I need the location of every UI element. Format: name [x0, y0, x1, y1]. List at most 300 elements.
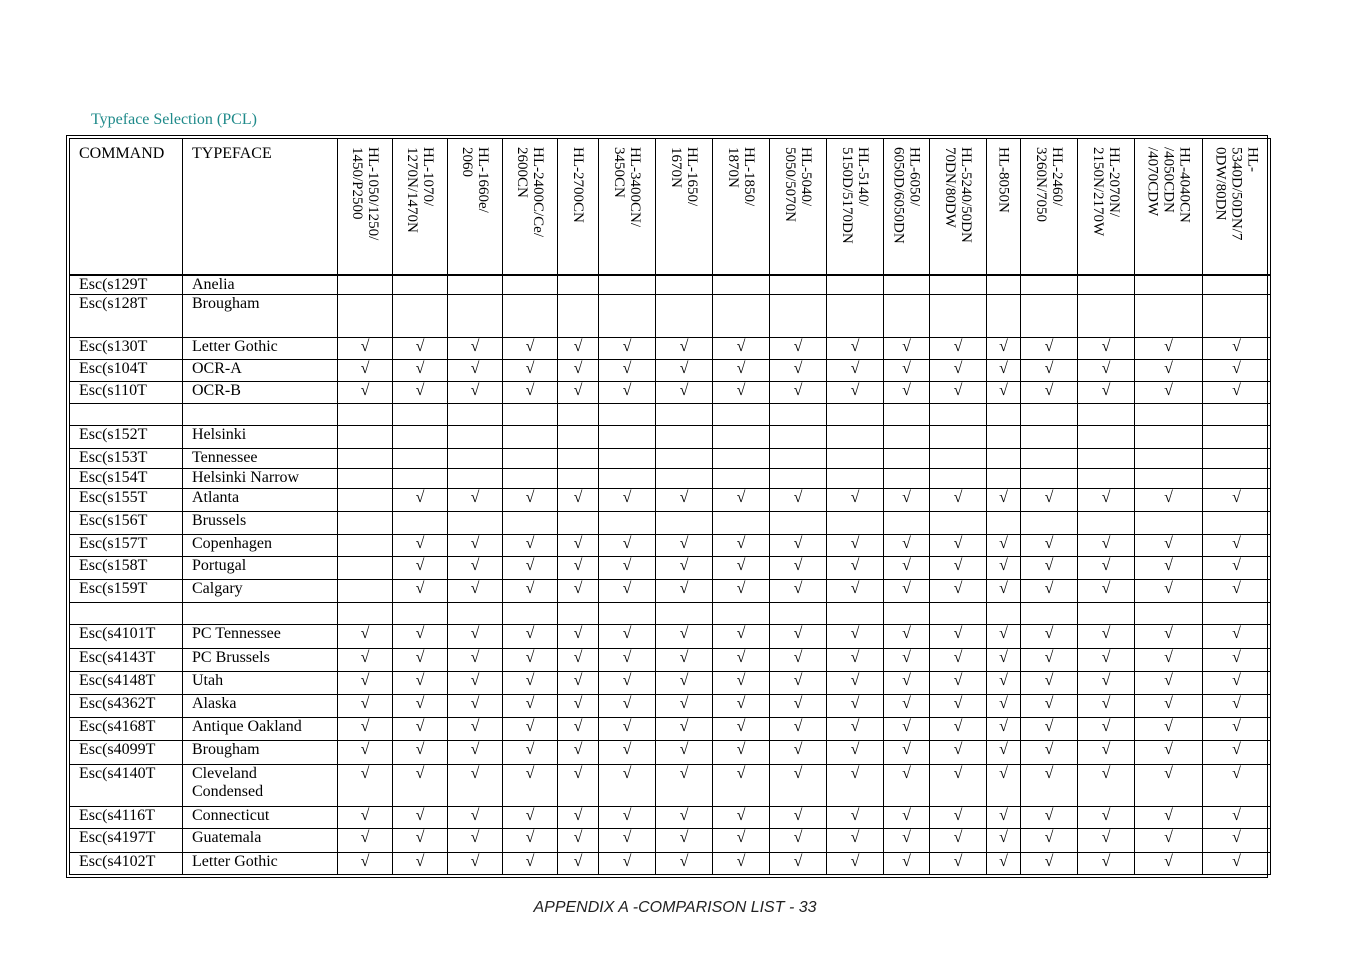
support-cell [656, 404, 713, 426]
support-cell [338, 764, 393, 806]
support-cell [770, 829, 827, 852]
support-cell [1078, 603, 1135, 625]
support-cell [393, 275, 448, 295]
check-mark: √ [360, 337, 370, 355]
support-cell [713, 489, 770, 512]
check-mark: √ [679, 579, 689, 597]
support-cell [656, 603, 713, 625]
support-cell [599, 718, 656, 741]
support-cell [827, 671, 884, 694]
check-mark: √ [525, 382, 535, 400]
support-cell [713, 534, 770, 556]
support-cell [338, 337, 393, 359]
support-cell [503, 295, 558, 337]
support-cell [503, 829, 558, 852]
table-row [70, 741, 1271, 764]
support-cell [503, 359, 558, 381]
support-cell [558, 382, 599, 404]
support-cell [987, 829, 1021, 852]
check-mark: √ [622, 718, 632, 736]
check-mark: √ [999, 337, 1008, 355]
table-row [70, 625, 1271, 648]
support-cell [930, 556, 987, 579]
check-mark: √ [902, 489, 911, 507]
typeface-cell: Letter Gothic [183, 852, 338, 874]
header-model [558, 139, 599, 275]
support-cell [448, 718, 503, 741]
command-cell: Esc(s157T [70, 534, 183, 556]
support-cell [1021, 275, 1078, 295]
support-cell [599, 489, 656, 512]
command-cell [70, 603, 183, 625]
support-cell [393, 741, 448, 764]
support-cell [930, 426, 987, 448]
header-model [656, 139, 713, 275]
support-cell [1078, 448, 1135, 468]
check-mark: √ [999, 807, 1008, 825]
support-cell [656, 448, 713, 468]
support-cell [987, 534, 1021, 556]
check-mark: √ [1232, 807, 1241, 825]
check-mark: √ [902, 382, 911, 400]
check-mark: √ [1101, 764, 1111, 782]
support-cell [930, 807, 987, 829]
check-mark: √ [679, 829, 689, 847]
support-cell [770, 579, 827, 602]
support-cell [930, 295, 987, 337]
support-cell [1021, 295, 1078, 337]
support-cell [656, 534, 713, 556]
table-row [70, 448, 1271, 468]
support-cell [503, 852, 558, 874]
support-cell [393, 603, 448, 625]
check-mark: √ [736, 579, 746, 597]
check-mark: √ [679, 337, 689, 355]
support-cell [827, 718, 884, 741]
support-cell [558, 556, 599, 579]
check-mark: √ [415, 718, 425, 736]
support-cell [503, 426, 558, 448]
check-mark: √ [525, 671, 535, 689]
check-mark: √ [470, 718, 480, 736]
typeface-cell: PC Tennessee [183, 625, 338, 648]
support-cell [884, 603, 930, 625]
support-cell [448, 337, 503, 359]
support-cell [987, 556, 1021, 579]
support-cell [930, 648, 987, 671]
support-cell [770, 448, 827, 468]
support-cell [713, 579, 770, 602]
check-mark: √ [415, 382, 425, 400]
check-mark: √ [953, 382, 963, 400]
support-cell [393, 718, 448, 741]
check-mark: √ [1101, 852, 1111, 870]
check-mark: √ [525, 852, 535, 870]
check-mark: √ [679, 852, 689, 870]
command-cell [70, 404, 183, 426]
check-mark: √ [573, 337, 583, 355]
support-cell [770, 426, 827, 448]
command-cell: Esc(s4102T [70, 852, 183, 874]
support-cell [1078, 579, 1135, 602]
check-mark: √ [736, 807, 746, 825]
support-cell [987, 807, 1021, 829]
check-mark: √ [736, 852, 746, 870]
table-body [70, 275, 1271, 875]
support-cell [558, 852, 599, 874]
support-cell [827, 468, 884, 488]
check-mark: √ [1232, 741, 1241, 759]
check-mark: √ [360, 648, 370, 666]
header-model-label: HL-5240/50DN 70DN/80DW [942, 147, 974, 243]
support-cell [599, 807, 656, 829]
support-cell [884, 382, 930, 404]
support-cell [448, 426, 503, 448]
check-mark: √ [793, 671, 803, 689]
check-mark: √ [1164, 695, 1173, 713]
check-mark: √ [793, 625, 803, 643]
support-cell [1135, 625, 1203, 648]
table-row [70, 337, 1271, 359]
header-model-label: HL-1660e/ 2060 [459, 147, 491, 213]
check-mark: √ [902, 718, 911, 736]
support-cell [558, 807, 599, 829]
check-mark: √ [1044, 489, 1054, 507]
support-cell [338, 556, 393, 579]
support-cell [713, 852, 770, 874]
check-mark: √ [1101, 556, 1111, 574]
support-cell [448, 489, 503, 512]
support-cell [827, 512, 884, 534]
support-cell [827, 448, 884, 468]
check-mark: √ [902, 648, 911, 666]
support-cell [1203, 468, 1271, 488]
support-cell [1203, 579, 1271, 602]
header-model-label: HL- 5340D/50DN/7 0DW/80DN [1212, 147, 1261, 241]
support-cell [884, 807, 930, 829]
table-row [70, 359, 1271, 381]
table-row [70, 534, 1271, 556]
support-cell [713, 404, 770, 426]
support-cell [393, 489, 448, 512]
header-model-label: HL-1650/ 1670N [668, 147, 700, 207]
support-cell [558, 426, 599, 448]
header-model [1078, 139, 1135, 275]
check-mark: √ [1044, 359, 1054, 377]
support-cell [1135, 448, 1203, 468]
support-cell [1203, 448, 1271, 468]
check-mark: √ [1164, 579, 1173, 597]
check-mark: √ [999, 625, 1008, 643]
support-cell [1021, 603, 1078, 625]
header-model-label: HL-1050/1250/ 1450/P2500 [349, 147, 381, 241]
support-cell [1078, 337, 1135, 359]
check-mark: √ [622, 359, 632, 377]
support-cell [713, 625, 770, 648]
support-cell [338, 695, 393, 718]
check-mark: √ [850, 359, 860, 377]
check-mark: √ [679, 718, 689, 736]
check-mark: √ [736, 382, 746, 400]
check-mark: √ [850, 671, 860, 689]
support-cell [827, 603, 884, 625]
command-cell: Esc(s4140T [70, 764, 183, 806]
check-mark: √ [793, 489, 803, 507]
check-mark: √ [850, 695, 860, 713]
header-model [884, 139, 930, 275]
support-cell [338, 512, 393, 534]
check-mark: √ [622, 764, 632, 782]
check-mark: √ [850, 648, 860, 666]
support-cell [448, 382, 503, 404]
support-cell [393, 807, 448, 829]
check-mark: √ [1232, 648, 1241, 666]
check-mark: √ [573, 489, 583, 507]
support-cell [338, 648, 393, 671]
check-mark: √ [999, 718, 1008, 736]
support-cell [448, 404, 503, 426]
support-cell [884, 556, 930, 579]
support-cell [987, 512, 1021, 534]
check-mark: √ [1164, 534, 1173, 552]
support-cell [393, 852, 448, 874]
support-cell [930, 337, 987, 359]
check-mark: √ [573, 579, 583, 597]
check-mark: √ [999, 829, 1008, 847]
check-mark: √ [573, 648, 583, 666]
header-model-label: HL-8050N [995, 147, 1012, 213]
check-mark: √ [622, 648, 632, 666]
support-cell [713, 275, 770, 295]
check-mark: √ [736, 741, 746, 759]
check-mark: √ [1232, 359, 1241, 377]
support-cell [827, 337, 884, 359]
check-mark: √ [622, 337, 632, 355]
support-cell [448, 852, 503, 874]
support-cell [884, 426, 930, 448]
support-cell [1078, 468, 1135, 488]
support-cell [338, 275, 393, 295]
support-cell [1135, 382, 1203, 404]
check-mark: √ [1232, 625, 1241, 643]
support-cell [599, 382, 656, 404]
check-mark: √ [793, 852, 803, 870]
support-cell [656, 489, 713, 512]
support-cell [338, 426, 393, 448]
support-cell [987, 489, 1021, 512]
support-cell [930, 625, 987, 648]
support-cell [884, 337, 930, 359]
support-cell [1203, 404, 1271, 426]
check-mark: √ [1232, 534, 1241, 552]
support-cell [599, 764, 656, 806]
support-cell [827, 382, 884, 404]
support-cell [338, 489, 393, 512]
check-mark: √ [999, 382, 1008, 400]
check-mark: √ [793, 337, 803, 355]
check-mark: √ [902, 359, 911, 377]
check-mark: √ [679, 764, 689, 782]
support-cell [558, 648, 599, 671]
check-mark: √ [525, 579, 535, 597]
check-mark: √ [573, 556, 583, 574]
support-cell [448, 534, 503, 556]
support-cell [393, 579, 448, 602]
check-mark: √ [999, 695, 1008, 713]
support-cell [1203, 764, 1271, 806]
check-mark: √ [793, 741, 803, 759]
header-model-label: HL-2460/ 3260N/7050 [1033, 147, 1065, 222]
support-cell [987, 295, 1021, 337]
check-mark: √ [736, 337, 746, 355]
support-cell [1078, 382, 1135, 404]
check-mark: √ [1101, 489, 1111, 507]
typeface-cell: Brougham [183, 741, 338, 764]
support-cell [1078, 671, 1135, 694]
support-cell [884, 275, 930, 295]
check-mark: √ [622, 625, 632, 643]
support-cell [338, 807, 393, 829]
support-cell [713, 829, 770, 852]
support-cell [930, 671, 987, 694]
support-cell [987, 625, 1021, 648]
support-cell [656, 337, 713, 359]
check-mark: √ [850, 556, 860, 574]
check-mark: √ [793, 829, 803, 847]
check-mark: √ [415, 534, 425, 552]
support-cell [1021, 534, 1078, 556]
support-cell [884, 852, 930, 874]
table-row [70, 807, 1271, 829]
support-cell [884, 671, 930, 694]
check-mark: √ [1232, 337, 1241, 355]
check-mark: √ [953, 741, 963, 759]
support-cell [1078, 648, 1135, 671]
support-cell [599, 468, 656, 488]
check-mark: √ [1101, 829, 1111, 847]
header-command: COMMAND [70, 139, 183, 275]
support-cell [770, 295, 827, 337]
support-cell [1078, 426, 1135, 448]
support-cell [656, 426, 713, 448]
support-cell [827, 534, 884, 556]
support-cell [558, 718, 599, 741]
support-cell [987, 404, 1021, 426]
check-mark: √ [415, 579, 425, 597]
check-mark: √ [1232, 489, 1241, 507]
header-model [1021, 139, 1078, 275]
support-cell [558, 625, 599, 648]
check-mark: √ [793, 534, 803, 552]
support-cell [558, 337, 599, 359]
support-cell [1135, 468, 1203, 488]
support-cell [338, 579, 393, 602]
support-cell [448, 764, 503, 806]
command-cell: Esc(s4148T [70, 671, 183, 694]
table-row [70, 426, 1271, 448]
support-cell [884, 741, 930, 764]
check-mark: √ [1164, 648, 1173, 666]
support-cell [987, 359, 1021, 381]
support-cell [1203, 807, 1271, 829]
check-mark: √ [470, 741, 480, 759]
check-mark: √ [679, 671, 689, 689]
check-mark: √ [1101, 382, 1111, 400]
support-cell [656, 359, 713, 381]
support-cell [448, 359, 503, 381]
support-cell [1135, 852, 1203, 874]
support-cell [393, 625, 448, 648]
support-cell [770, 807, 827, 829]
check-mark: √ [850, 625, 860, 643]
support-cell [448, 448, 503, 468]
check-mark: √ [793, 382, 803, 400]
support-cell [827, 404, 884, 426]
support-cell [448, 671, 503, 694]
support-cell [558, 671, 599, 694]
support-cell [1203, 556, 1271, 579]
check-mark: √ [360, 807, 370, 825]
support-cell [884, 512, 930, 534]
check-mark: √ [1044, 807, 1054, 825]
check-mark: √ [902, 807, 911, 825]
support-cell [1078, 695, 1135, 718]
support-cell [503, 512, 558, 534]
header-model-label: HL-2070N/ 2150N/2170W [1090, 147, 1122, 237]
support-cell [770, 852, 827, 874]
check-mark: √ [1164, 764, 1173, 782]
check-mark: √ [622, 695, 632, 713]
support-cell [338, 448, 393, 468]
header-model [448, 139, 503, 275]
check-mark: √ [1101, 718, 1111, 736]
check-mark: √ [1044, 556, 1054, 574]
check-mark: √ [902, 579, 911, 597]
header-model-label: HL-2700CN [570, 147, 586, 223]
header-model [987, 139, 1021, 275]
support-cell [987, 764, 1021, 806]
support-cell [713, 695, 770, 718]
check-mark: √ [679, 807, 689, 825]
support-cell [1203, 489, 1271, 512]
support-cell [827, 275, 884, 295]
support-cell [770, 625, 827, 648]
support-cell [1203, 295, 1271, 337]
check-mark: √ [415, 764, 425, 782]
support-cell [1078, 625, 1135, 648]
check-mark: √ [953, 807, 963, 825]
check-mark: √ [470, 556, 480, 574]
check-mark: √ [360, 382, 370, 400]
support-cell [448, 829, 503, 852]
support-cell [1135, 556, 1203, 579]
support-cell [503, 489, 558, 512]
typeface-cell: Guatemala [183, 829, 338, 852]
support-cell [1135, 807, 1203, 829]
check-mark: √ [470, 764, 480, 782]
header-model-label: HL-3400CN/ 3450CN [611, 147, 643, 227]
header-typeface: TYPEFACE [183, 139, 338, 275]
check-mark: √ [415, 671, 425, 689]
support-cell [827, 426, 884, 448]
support-cell [503, 807, 558, 829]
typeface-cell: Anelia [183, 275, 338, 295]
check-mark: √ [953, 764, 963, 782]
support-cell [884, 404, 930, 426]
support-cell [1203, 829, 1271, 852]
header-model [1135, 139, 1203, 275]
check-mark: √ [999, 671, 1008, 689]
